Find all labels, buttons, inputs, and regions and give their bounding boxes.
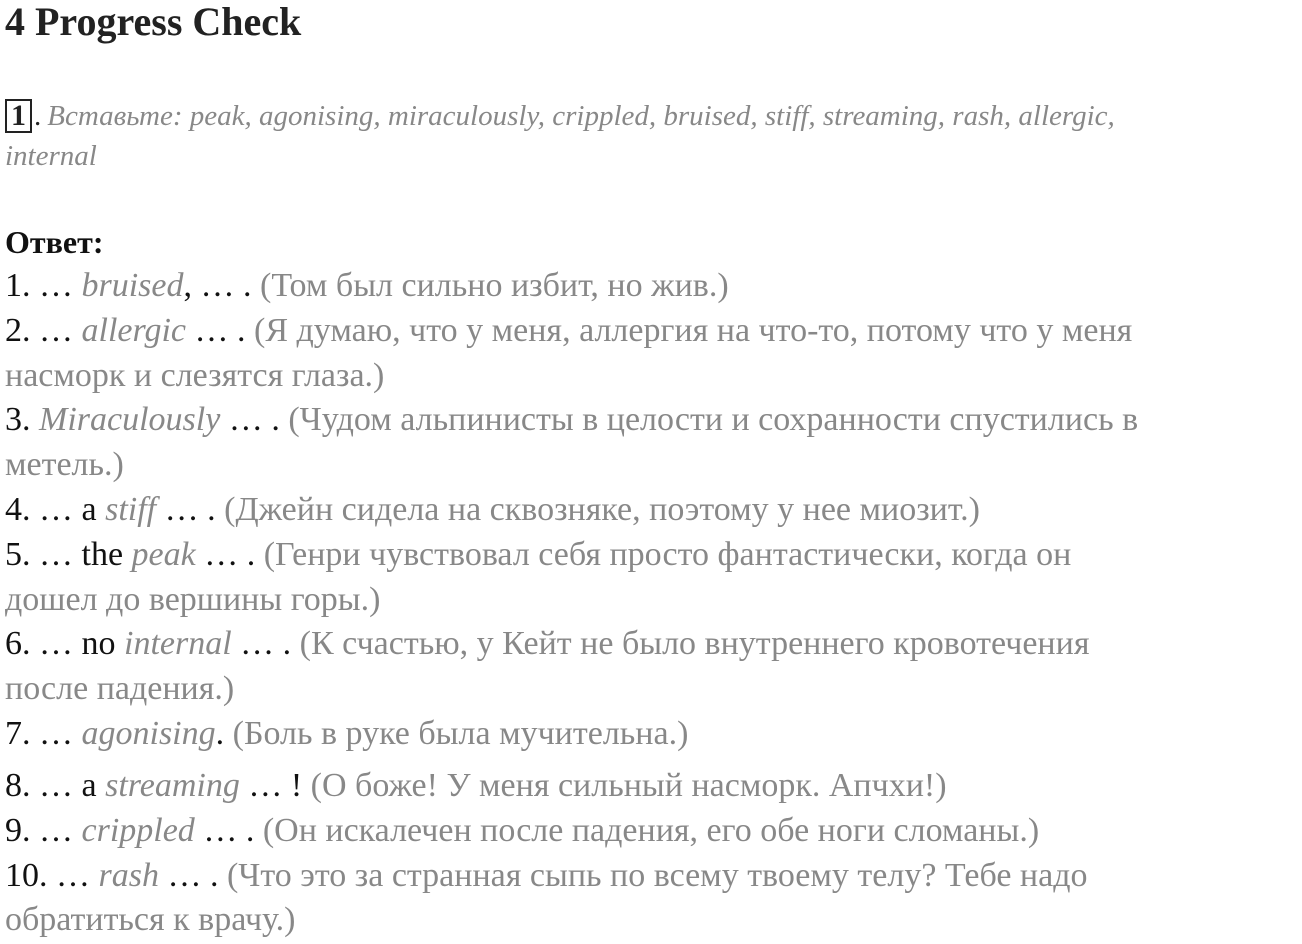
answer-prefix: … [30,267,82,304]
answer-translation: (Генри чувствовал себя просто фантастически, когда он [263,536,1072,573]
answer-number: 10. [5,857,48,894]
answer-prefix: … a [30,491,106,528]
answer-line-2 [5,309,1132,353]
answer-suffix: … ! [239,767,311,804]
answer-line-5-cont [5,578,380,622]
answer-suffix: … . [156,491,225,528]
answer-prefix [31,401,40,438]
answer-number: 5. [5,536,31,573]
answer-word: streaming [105,767,240,804]
answer-prefix: … [30,812,82,849]
answer-number: 4. [5,491,31,528]
answer-number: 8. [5,767,31,804]
answer-suffix: … . [195,536,264,573]
answer-word: agonising [81,715,216,752]
answer-suffix: … . [158,857,227,894]
answer-suffix: … . [194,812,263,849]
answer-number: 3. [5,401,31,438]
answer-translation: (Том был сильно избит, но жив.) [260,267,729,304]
answer-suffix: … . [186,312,254,349]
answer-suffix: … . [231,625,300,662]
task-number-box: 1 [5,99,32,133]
answer-number: 2. [5,312,31,349]
answer-translation-cont: после падения.) [5,670,235,707]
answer-suffix: , … . [183,267,260,304]
answer-translation-cont: обратиться к врачу.) [5,901,296,938]
answer-line-10 [5,854,1088,898]
task-instruction [5,96,1300,176]
answer-number: 9. [5,812,31,849]
page-title: 4 Progress Check [5,0,302,44]
answer-translation-cont: метель.) [5,446,124,483]
answer-translation: (Я думаю, что у меня, аллергия на что-то, потому что у меня [254,312,1133,349]
answer-word: internal [124,625,232,662]
answer-translation: (Джейн сидела на сквозняке, поэтому у нее миозит.) [224,491,980,528]
answer-line-1 [5,264,729,308]
answer-prefix: … the [30,536,132,573]
task-number-dot: . [34,100,42,132]
answer-number: 6. [5,625,31,662]
answer-line-5 [5,533,1071,577]
answer-word: crippled [81,812,195,849]
answer-prefix: … [30,715,82,752]
answer-word: peak [131,536,196,573]
answer-line-7 [5,712,688,756]
answer-line-3-cont [5,443,124,487]
answer-line-10-cont [5,898,295,942]
answer-prefix: … [30,312,82,349]
answer-translation: (Он искалечен после падения, его обе ноги сломаны.) [262,812,1040,849]
answer-translation: (О боже! У меня сильный насморк. Апчхи!) [310,767,947,804]
answer-word: bruised [81,267,184,304]
answer-line-4 [5,488,980,532]
answer-line-3 [5,398,1138,442]
answer-translation: (Что это за странная сыпь по всему твоему телу? Тебе надо [226,857,1088,894]
answer-line-6-cont [5,667,234,711]
answer-translation: (К счастью, у Кейт не было внутреннего кровотечения [299,625,1090,662]
answer-number: 7. [5,715,31,752]
task-instruction-text: Вставьте: peak, agonising, miraculously, crippled, bruised, stiff, streaming, rash, allergic, [47,100,1115,132]
answer-number: 1. [5,267,31,304]
answer-suffix: . [215,715,233,752]
answer-translation-cont: дошел до вершины горы.) [5,581,381,618]
answer-translation: (Чудом альпинисты в целости и сохранности спустились в [288,401,1139,438]
task-instruction-text-cont: internal [5,140,97,172]
answer-prefix: … [47,857,99,894]
answer-translation: (Боль в руке была мучительна.) [232,715,689,752]
answer-word: stiff [105,491,157,528]
answer-line-9 [5,809,1039,853]
answer-line-2-cont [5,354,384,398]
answer-line-8 [5,764,947,808]
answer-prefix: … no [30,625,124,662]
answer-heading: Ответ: [5,224,104,260]
answer-suffix: … . [220,401,289,438]
answer-prefix: … a [30,767,106,804]
answer-translation-cont: насморк и слезятся глаза.) [5,357,385,394]
answer-word: allergic [81,312,186,349]
answer-line-6 [5,622,1089,666]
answer-word: Miraculously [39,401,221,438]
answer-word: rash [98,857,159,894]
